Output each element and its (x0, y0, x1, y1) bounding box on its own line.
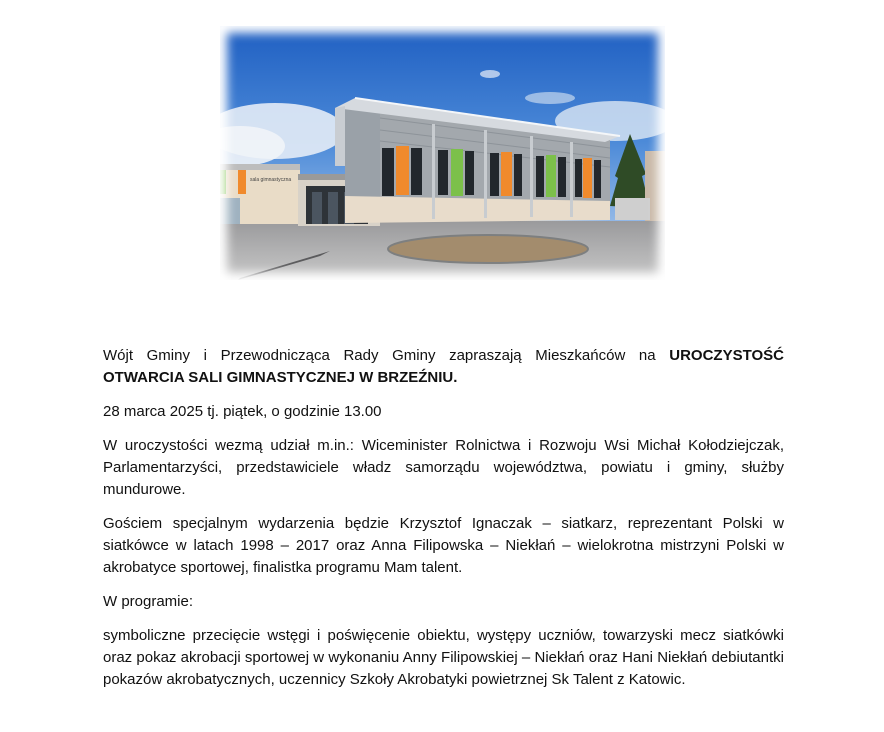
intro-text: Wójt Gminy i Przewodnicząca Rady Gminy zapraszają Mieszkańców na (103, 347, 670, 364)
invitation-text (103, 345, 784, 691)
event-title: UROCZYSTOŚĆ OTWARCIA SALI GIMNASTYCZNEJ W BRZEŹNIU. (103, 347, 784, 386)
program-heading: W programie: (103, 593, 194, 610)
event-date: 28 marca 2025 tj. piątek, o godzinie 13.00 (103, 403, 382, 420)
program-paragraph: symboliczne przecięcie wstęgi i poświęcenie obiektu, występy uczniów, towarzyski mecz siatkówki oraz pokaz akrobacji sportowej w wykonaniu Anny Filipowskiej – Niekłań oraz Hani Niekłań debiutantki pokazów akrobatycznych, uczennicy Szkoły Akrobatyki powietrznej Sk Talent z Katowic. (103, 627, 784, 688)
building-sign: sala gimnastyczna (250, 177, 292, 183)
building-photo (220, 26, 665, 280)
attendees-paragraph: W uroczystości wezmą udział m.in.: Wiceminister Rolnictwa i Rozwoju Wsi Michał Kołodziejczak, Parlamentarzyści, przedstawiciele władz samorządu województwa, powiatu i gminy, służby mundurowe. (103, 437, 784, 498)
guests-paragraph: Gościem specjalnym wydarzenia będzie Krzysztof Ignaczak – siatkarz, reprezentant Polski w siatkówce w latach 1998 – 2017 oraz Anna Filipowska – Niekłań – wielokrotna mistrzyni Polski w akrobatyce sportowej, finalistka programu Mam talent. (103, 515, 784, 576)
intro-paragraph (103, 345, 784, 389)
